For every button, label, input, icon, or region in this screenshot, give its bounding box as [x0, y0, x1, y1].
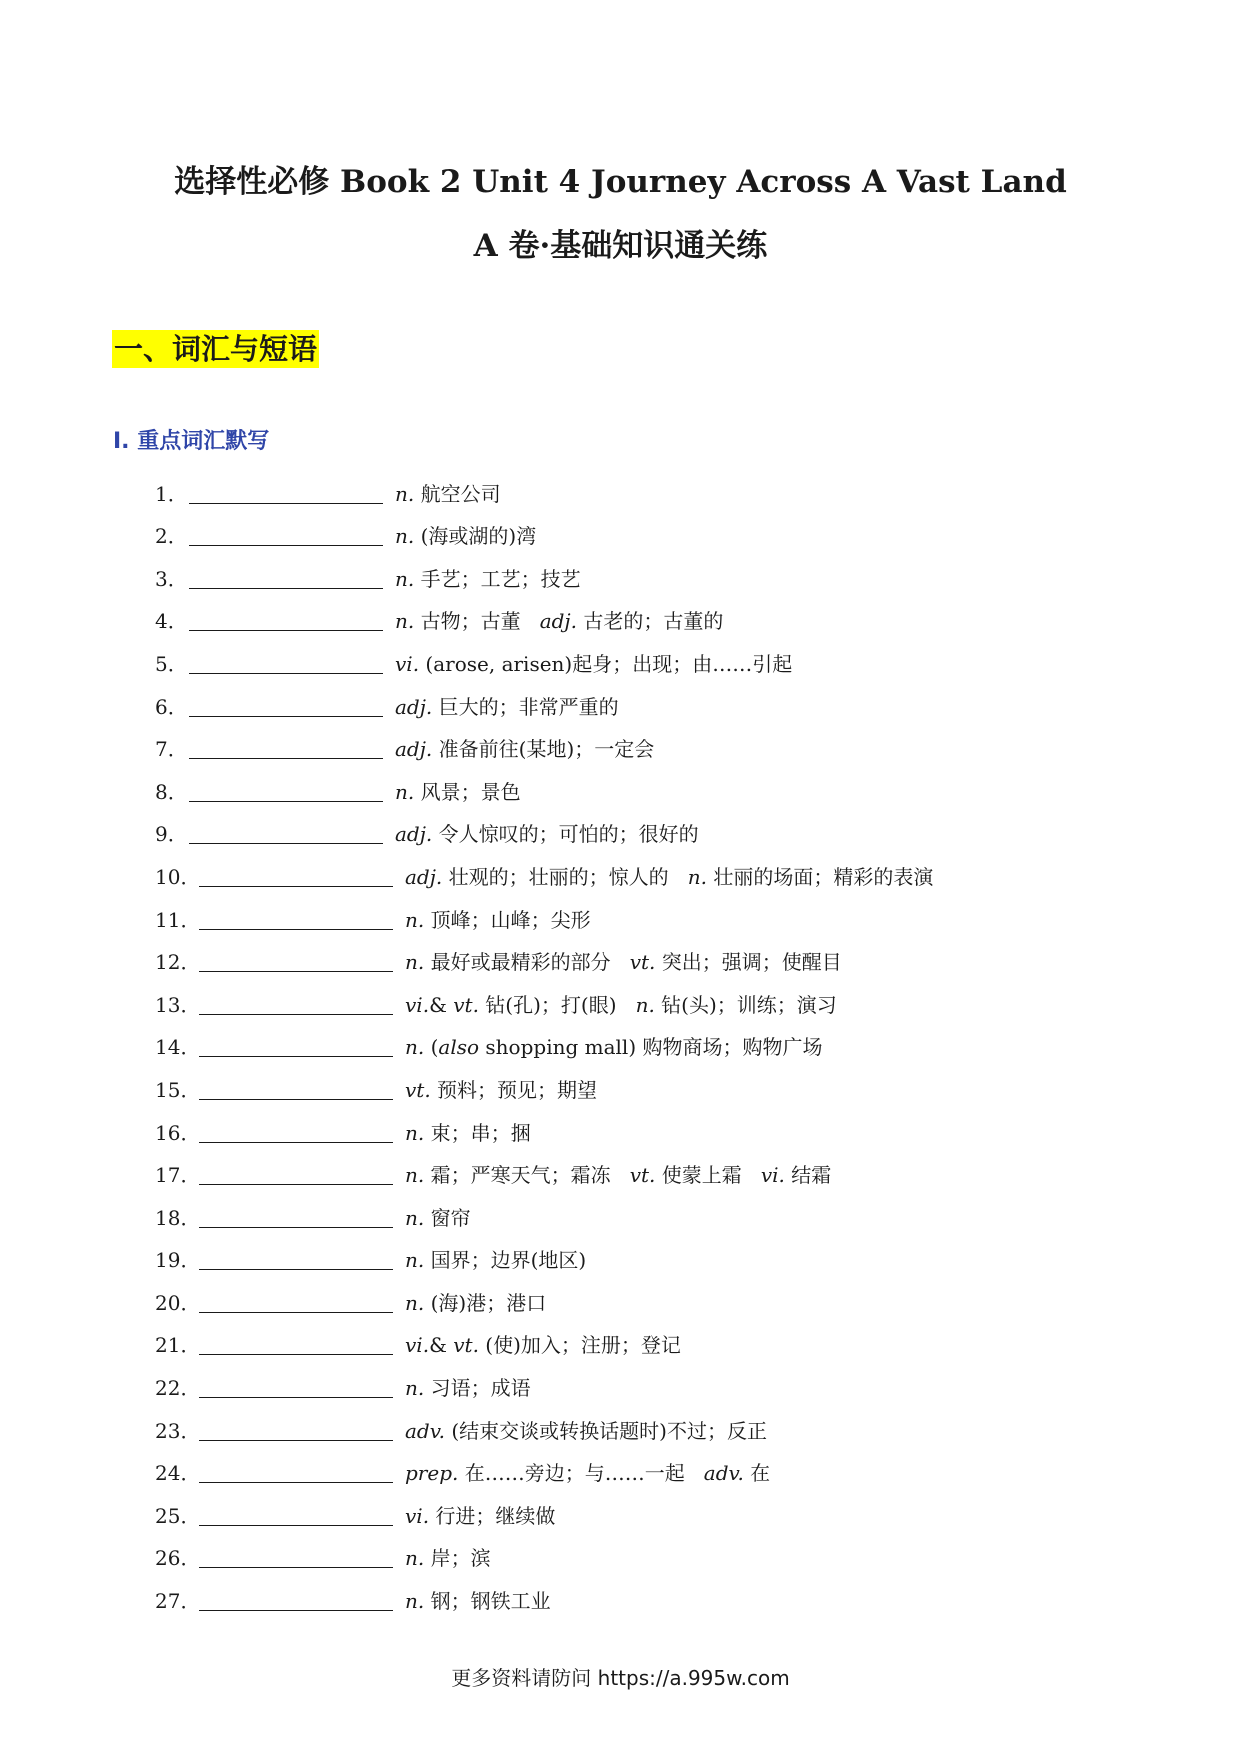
item-definition: n. 古物；古董 adj. 古老的；古董的 [395, 609, 724, 634]
list-item [155, 976, 933, 1019]
item-definition: n. 窗帘 [405, 1205, 471, 1230]
answer-blank[interactable] [189, 608, 383, 631]
list-item [155, 1061, 933, 1104]
list-item [155, 848, 933, 891]
list-item [155, 635, 933, 678]
list-item [155, 465, 933, 508]
item-definition: adj. 准备前往(某地)；一定会 [395, 737, 655, 762]
item-definition: adj. 令人惊叹的；可怕的；很好的 [395, 822, 699, 847]
list-item [155, 1572, 933, 1615]
list-item [155, 1189, 933, 1232]
answer-blank[interactable] [199, 1120, 393, 1143]
item-definition: n. 霜；严寒天气；霜冻 vt. 使蒙上霜 vi. 结霜 [405, 1163, 832, 1188]
list-item [155, 593, 933, 636]
item-number: 21． [155, 1333, 201, 1358]
item-definition: n. (also shopping mall) 购物商场；购物广场 [405, 1035, 823, 1060]
list-item [155, 1147, 933, 1190]
answer-blank[interactable] [189, 779, 383, 802]
item-definition: n. 顶峰；山峰；尖形 [405, 907, 591, 932]
answer-blank[interactable] [189, 736, 383, 759]
answer-blank[interactable] [189, 821, 383, 844]
item-number: 10． [155, 864, 201, 889]
item-number: 20． [155, 1290, 201, 1315]
item-definition: n. 最好或最精彩的部分 vt. 突出；强调；使醒目 [405, 950, 842, 975]
answer-blank[interactable] [199, 1375, 393, 1398]
answer-blank[interactable] [189, 523, 383, 546]
item-definition: n. (海或湖的)湾 [395, 524, 537, 549]
item-definition: adv. (结束交谈或转换话题时)不过；反正 [405, 1418, 767, 1443]
vocabulary-list [155, 465, 933, 1615]
item-number: 14． [155, 1035, 201, 1060]
item-number: 22． [155, 1376, 201, 1401]
item-definition: vi.& vt. 钻(孔)；打(眼) n. 钻(头)；训练；演习 [405, 992, 837, 1017]
list-item [155, 1104, 933, 1147]
item-number: 5． [155, 651, 188, 676]
answer-blank[interactable] [199, 1290, 393, 1313]
item-definition: vi. (arose, arisen)起身；出现；由……引起 [395, 651, 793, 676]
item-number: 19． [155, 1248, 201, 1273]
list-item [155, 1530, 933, 1573]
list-item [155, 1402, 933, 1445]
item-number: 1． [155, 481, 188, 506]
answer-blank[interactable] [189, 694, 383, 717]
answer-blank[interactable] [199, 1545, 393, 1568]
list-item [155, 1274, 933, 1317]
item-number: 8． [155, 779, 188, 804]
answer-blank[interactable] [199, 1503, 393, 1526]
answer-blank[interactable] [199, 864, 393, 887]
item-definition: adj. 巨大的；非常严重的 [395, 694, 619, 719]
item-definition: adj. 壮观的；壮丽的；惊人的 n. 壮丽的场面；精彩的表演 [405, 864, 934, 889]
item-number: 25． [155, 1503, 201, 1528]
item-number: 15． [155, 1077, 201, 1102]
item-number: 3． [155, 566, 188, 591]
answer-blank[interactable] [199, 992, 393, 1015]
item-definition: n. 航空公司 [395, 481, 501, 506]
item-number: 16． [155, 1120, 201, 1145]
answer-blank[interactable] [199, 907, 393, 930]
answer-blank[interactable] [199, 1077, 393, 1100]
list-item [155, 1445, 933, 1488]
item-definition: n. 手艺；工艺；技艺 [395, 566, 581, 591]
subsection-heading: I. 重点词汇默写 [113, 429, 270, 454]
answer-blank[interactable] [189, 651, 383, 674]
item-number: 17． [155, 1163, 201, 1188]
item-definition: n. 风景；景色 [395, 779, 521, 804]
list-item [155, 1019, 933, 1062]
list-item [155, 1232, 933, 1275]
page-subtitle: A 卷·基础知识通关练 [473, 228, 768, 264]
answer-blank[interactable] [199, 1162, 393, 1185]
item-definition: n. 国界；边界(地区) [405, 1248, 587, 1273]
item-number: 13． [155, 992, 201, 1017]
item-number: 6． [155, 694, 188, 719]
item-definition: vt. 预料；预见；期望 [405, 1077, 598, 1102]
section-heading: 一、词汇与短语 [114, 332, 318, 366]
list-item [155, 508, 933, 551]
list-item [155, 891, 933, 934]
item-number: 26． [155, 1546, 201, 1571]
page-title: 选择性必修 Book 2 Unit 4 Journey Across A Vast Land [174, 164, 1067, 200]
answer-blank[interactable] [199, 1332, 393, 1355]
item-definition: n. 习语；成语 [405, 1376, 531, 1401]
answer-blank[interactable] [199, 1460, 393, 1483]
answer-blank[interactable] [199, 949, 393, 972]
item-number: 23． [155, 1418, 201, 1443]
list-item [155, 1317, 933, 1360]
list-item [155, 550, 933, 593]
answer-blank[interactable] [199, 1418, 393, 1441]
item-definition: vi. 行进；继续做 [405, 1503, 556, 1528]
item-definition: n. 钢；钢铁工业 [405, 1589, 551, 1614]
answer-blank[interactable] [189, 481, 383, 504]
list-item [155, 678, 933, 721]
item-definition: prep. 在……旁边；与……一起 adv. 在 [405, 1461, 771, 1486]
list-item [155, 806, 933, 849]
answer-blank[interactable] [189, 566, 383, 589]
item-definition: n. 束；串；捆 [405, 1120, 531, 1145]
answer-blank[interactable] [199, 1247, 393, 1270]
item-number: 9． [155, 822, 188, 847]
item-definition: n. (海)港；港口 [405, 1290, 547, 1315]
item-number: 24． [155, 1461, 201, 1486]
footer-link[interactable]: 更多资料请防问 https://a.995w.com [451, 1666, 790, 1690]
item-definition: n. 岸；滨 [405, 1546, 491, 1571]
list-item [155, 934, 933, 977]
item-number: 27． [155, 1589, 201, 1614]
item-definition: vi.& vt. (使)加入；注册；登记 [405, 1333, 681, 1358]
answer-blank[interactable] [199, 1588, 393, 1611]
item-number: 12． [155, 950, 201, 975]
list-item [155, 1359, 933, 1402]
item-number: 7． [155, 737, 188, 762]
answer-blank[interactable] [199, 1205, 393, 1228]
list-item [155, 721, 933, 764]
answer-blank[interactable] [199, 1034, 393, 1057]
list-item [155, 763, 933, 806]
item-number: 11． [155, 907, 201, 932]
item-number: 4． [155, 609, 188, 634]
item-number: 18． [155, 1205, 201, 1230]
list-item [155, 1487, 933, 1530]
item-number: 2． [155, 524, 188, 549]
